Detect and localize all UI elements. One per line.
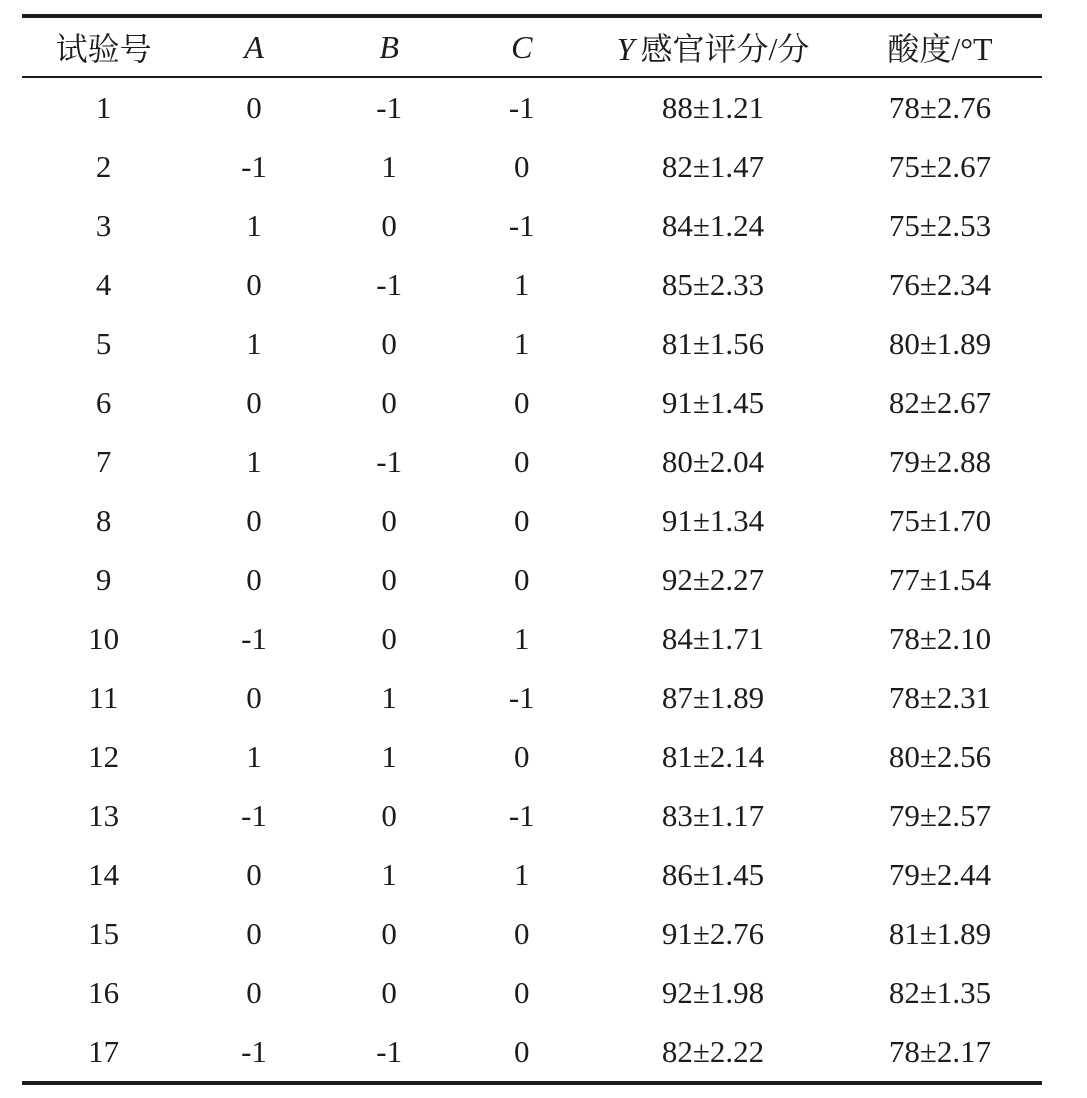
table-cell: 0 (514, 915, 530, 951)
table-cell: 1 (246, 207, 262, 243)
table-cell: 79±2.44 (888, 856, 992, 892)
table-cell: 0 (246, 679, 262, 715)
table-cell: 80±1.89 (888, 325, 992, 361)
table-cell: 1 (381, 679, 397, 715)
table-cell: 8 (95, 502, 112, 538)
table-row (22, 786, 1042, 845)
table-cell: 4 (95, 266, 112, 302)
table-body (22, 77, 1042, 1083)
column-header (185, 16, 323, 77)
table-row (22, 963, 1042, 1022)
table-cell: 91±1.45 (661, 384, 765, 420)
table-cell: 14 (88, 856, 120, 892)
table-cell: 0 (381, 207, 397, 243)
table-cell: 0 (514, 384, 530, 420)
table-cell: 17 (88, 1033, 120, 1069)
table-cell: 85±2.33 (661, 266, 765, 302)
table-cell: 0 (246, 974, 262, 1010)
table-row (22, 609, 1042, 668)
table-cell: 75±2.67 (888, 148, 992, 184)
table-cell: 6 (95, 384, 112, 420)
table-cell: 0 (514, 443, 530, 479)
table-cell: -1 (241, 797, 267, 833)
table-cell: 0 (514, 1033, 530, 1069)
table-cell: 91±1.34 (661, 502, 765, 538)
experiment-design-table (22, 14, 1042, 1085)
table-cell: 9 (95, 561, 112, 597)
table-cell: 81±1.89 (888, 915, 992, 951)
table-cell: 1 (246, 738, 262, 774)
column-header-label: 试验号 (55, 31, 152, 67)
table-cell: 92±1.98 (661, 974, 765, 1010)
table-cell: 1 (514, 620, 530, 656)
table-cell: 82±1.35 (888, 974, 992, 1010)
table-row (22, 668, 1042, 727)
table-cell: 5 (95, 325, 112, 361)
table-cell: 0 (246, 384, 262, 420)
table-cell: 87±1.89 (661, 679, 765, 715)
table-cell: -1 (508, 679, 535, 715)
table-cell: 1 (246, 443, 262, 479)
table-cell: 0 (381, 502, 397, 538)
table-cell: 13 (88, 797, 120, 833)
table-cell: -1 (376, 443, 403, 479)
table-cell: 80±2.56 (888, 738, 992, 774)
table-cell: 78±2.31 (888, 679, 992, 715)
table-row (22, 373, 1042, 432)
table-cell: -1 (376, 266, 403, 302)
table-cell: 1 (514, 325, 530, 361)
table-cell: 0 (246, 266, 262, 302)
table-row (22, 491, 1042, 550)
table-cell: 15 (88, 915, 120, 951)
table-cell: 0 (381, 915, 397, 951)
table-cell: -1 (508, 207, 535, 243)
column-header-label: 酸度/°T (887, 31, 993, 67)
table-cell: -1 (241, 1033, 267, 1069)
table-cell: 1 (514, 856, 530, 892)
table-cell: 78±2.76 (888, 89, 992, 125)
table-cell: 75±1.70 (888, 502, 992, 538)
table-cell: 11 (88, 679, 119, 715)
table-cell: 79±2.88 (888, 443, 992, 479)
table-cell: -1 (241, 620, 267, 656)
table-row (22, 845, 1042, 904)
table-row (22, 1022, 1042, 1083)
column-header (588, 16, 838, 77)
table-cell: 79±2.57 (888, 797, 992, 833)
table-cell: 77±1.54 (888, 561, 992, 597)
table-cell: -1 (508, 797, 535, 833)
variable-symbol: B (379, 28, 399, 65)
table-row (22, 550, 1042, 609)
table-cell: 84±1.24 (661, 207, 765, 243)
variable-symbol: Y (616, 31, 635, 67)
table-row (22, 77, 1042, 137)
table-cell: -1 (508, 89, 535, 125)
table-cell: -1 (376, 1033, 403, 1069)
table-row (22, 904, 1042, 963)
table-cell: 0 (381, 974, 397, 1010)
table-header (22, 16, 1042, 77)
table-cell: 3 (95, 207, 112, 243)
table-cell: 81±2.14 (661, 738, 765, 774)
table-cell: -1 (241, 148, 267, 184)
table-cell: 75±2.53 (888, 207, 992, 243)
table-cell: 83±1.17 (661, 797, 765, 833)
table-cell: 1 (246, 325, 262, 361)
table-cell: 0 (514, 738, 530, 774)
table-cell: 81±1.56 (661, 325, 765, 361)
table-cell: 0 (246, 502, 262, 538)
table-cell: 0 (514, 561, 530, 597)
column-header (323, 16, 456, 77)
table-cell: 1 (95, 89, 112, 125)
table-cell: 16 (88, 974, 120, 1010)
table-cell: 0 (381, 384, 397, 420)
table-cell: 0 (381, 561, 397, 597)
table-cell: 0 (246, 89, 262, 125)
table-cell: 0 (381, 620, 397, 656)
table-cell: 0 (514, 148, 530, 184)
table-cell: 88±1.21 (661, 89, 765, 125)
table-cell: 0 (381, 797, 397, 833)
table-row (22, 727, 1042, 786)
column-header (455, 16, 588, 77)
table-row (22, 137, 1042, 196)
table-cell: 92±2.27 (661, 561, 765, 597)
table-cell: 0 (381, 325, 397, 361)
table-cell: 86±1.45 (661, 856, 765, 892)
table-row (22, 314, 1042, 373)
table-cell: -1 (376, 89, 403, 125)
table-cell: 84±1.71 (661, 620, 765, 656)
table-row (22, 432, 1042, 491)
variable-symbol: A (244, 28, 264, 65)
table-cell: 10 (88, 620, 120, 656)
table-cell: 1 (514, 266, 530, 302)
table-cell: 0 (246, 561, 262, 597)
variable-symbol: C (511, 28, 533, 65)
table-cell: 78±2.10 (888, 620, 992, 656)
table-cell: 12 (88, 738, 120, 774)
table-cell: 0 (246, 915, 262, 951)
header-row (22, 16, 1042, 77)
column-header (838, 16, 1042, 77)
table-row (22, 255, 1042, 314)
table-cell: 1 (381, 738, 397, 774)
table-cell: 0 (246, 856, 262, 892)
table-cell: 80±2.04 (661, 443, 765, 479)
table-cell: 0 (514, 974, 530, 1010)
table-cell: 78±2.17 (888, 1033, 992, 1069)
table-cell: 1 (381, 856, 397, 892)
table-row (22, 196, 1042, 255)
table-cell: 0 (514, 502, 530, 538)
column-header-label: 感官评分/分 (640, 31, 810, 67)
table-cell: 76±2.34 (888, 266, 992, 302)
table-cell: 1 (381, 148, 397, 184)
table-cell: 91±2.76 (661, 915, 765, 951)
table-cell: 82±2.22 (661, 1033, 765, 1069)
column-header (22, 16, 185, 77)
table-cell: 82±2.67 (888, 384, 992, 420)
table-cell: 7 (95, 443, 112, 479)
table-cell: 82±1.47 (661, 148, 765, 184)
table-cell: 2 (95, 148, 112, 184)
